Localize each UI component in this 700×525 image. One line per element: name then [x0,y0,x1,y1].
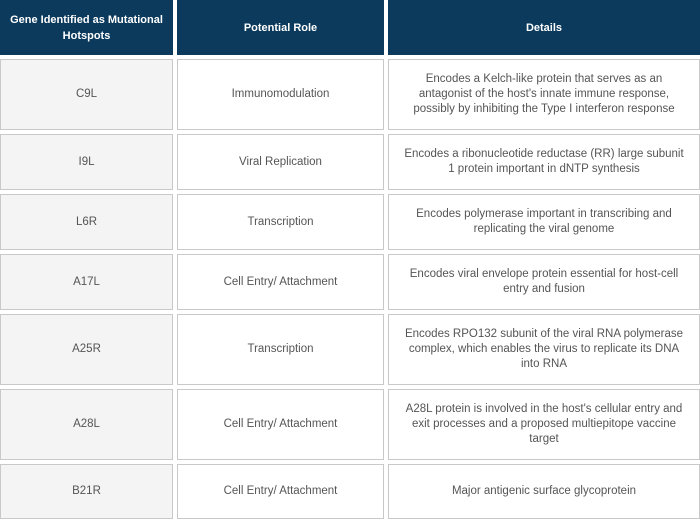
table-row-gene [0,59,173,130]
table-row-gene [0,464,173,519]
table-row-details [388,464,700,519]
role-text: Immunomodulation [231,88,330,100]
table-row-details [388,314,700,385]
header-gene [0,0,173,55]
details-text: Encodes polymerase important in transcribing and replicating the viral genome [416,208,672,235]
table-row-details [388,194,700,250]
gene-name: C9L [75,88,98,100]
table-row-gene [0,194,173,250]
table-row-details [388,59,700,130]
role-text: Cell Entry/ Attachment [223,275,338,288]
table-row-role [177,314,384,385]
table-row-details [388,134,700,190]
details-text: Major antigenic surface glycoprotein [451,485,637,497]
gene-name: A28L [73,418,100,430]
details-text: A28L protein is involved in the host's cellular entry and exit processes and a proposed multiepitope vaccine target [405,403,683,445]
header-gene-label: Gene Identified as Mutational Hotspots [10,13,163,42]
gene-name: A17L [73,275,100,288]
role-text: Cell Entry/ Attachment [223,485,338,497]
header-role [177,0,384,55]
table-row-role [177,134,384,190]
role-text: Transcription [247,343,314,355]
details-text: Encodes a Kelch-like protein that serves as an antagonist of the host's innate immune response, possibly by inhibiting the Type I interferon response [413,73,675,115]
gene-name: B21R [72,485,101,497]
table-row-role [177,254,384,310]
role-text: Transcription [247,215,314,228]
table-row-role [177,389,384,460]
table-row-role [177,464,384,519]
table-row-gene [0,389,173,460]
table-row-details [388,389,700,460]
gene-name: I9L [78,155,95,168]
table-row-details [388,254,700,310]
table-row-role [177,194,384,250]
details-text: Encodes RPO132 subunit of the viral RNA polymerase complex, which enables the virus to replicate its DNA into RNA [404,328,684,370]
details-text: Encodes viral envelope protein essential for host-cell entry and fusion [409,268,679,295]
header-details [388,0,700,55]
table-row-gene [0,134,173,190]
role-text: Cell Entry/ Attachment [223,418,338,430]
gene-name: L6R [75,215,98,228]
gene-name: A25R [72,343,101,355]
role-text: Viral Replication [239,155,322,168]
table-row-gene [0,254,173,310]
table-row-role [177,59,384,130]
header-role-label: Potential Role [243,21,318,34]
details-text: Encodes a ribonucleotide reductase (RR) large subunit 1 protein important in dNTP synthesis [404,148,684,175]
table-row-gene [0,314,173,385]
header-details-label: Details [525,21,563,34]
